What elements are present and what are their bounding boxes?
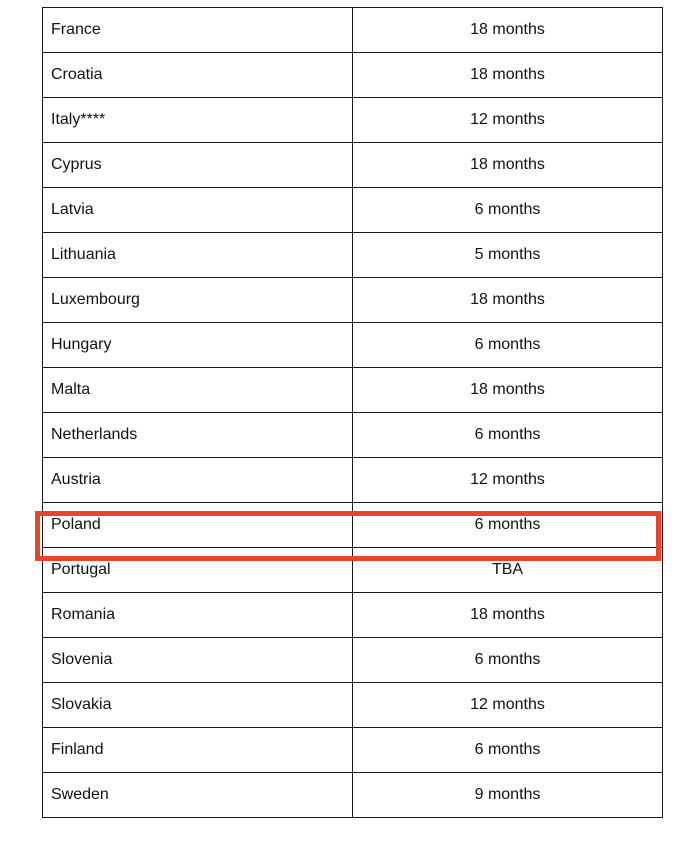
country-cell: Slovakia xyxy=(43,683,353,728)
period-cell: 12 months xyxy=(353,98,663,143)
period-cell: 18 months xyxy=(353,278,663,323)
country-cell: Italy**** xyxy=(43,98,353,143)
period-cell: 12 months xyxy=(353,683,663,728)
period-cell: 6 months xyxy=(353,728,663,773)
table-row xyxy=(43,728,663,773)
country-period-table-container xyxy=(42,7,662,818)
table-row xyxy=(43,323,663,368)
table-row xyxy=(43,53,663,98)
country-cell: Sweden xyxy=(43,773,353,818)
country-cell: Croatia xyxy=(43,53,353,98)
country-cell: Malta xyxy=(43,368,353,413)
table-row xyxy=(43,458,663,503)
table-row xyxy=(43,278,663,323)
period-cell: 5 months xyxy=(353,233,663,278)
period-cell: 6 months xyxy=(353,188,663,233)
period-cell: 12 months xyxy=(353,458,663,503)
period-cell: 18 months xyxy=(353,593,663,638)
country-cell: Poland xyxy=(43,503,353,548)
country-cell: Slovenia xyxy=(43,638,353,683)
country-cell: Latvia xyxy=(43,188,353,233)
country-cell: Netherlands xyxy=(43,413,353,458)
country-cell: Finland xyxy=(43,728,353,773)
period-cell: 6 months xyxy=(353,638,663,683)
period-cell: 9 months xyxy=(353,773,663,818)
period-cell: 6 months xyxy=(353,503,663,548)
table-row xyxy=(43,143,663,188)
country-cell: Cyprus xyxy=(43,143,353,188)
period-cell: 18 months xyxy=(353,143,663,188)
table-row xyxy=(43,773,663,818)
table-row xyxy=(43,233,663,278)
table-row xyxy=(43,413,663,458)
table-row xyxy=(43,188,663,233)
country-cell: Portugal xyxy=(43,548,353,593)
period-cell: 6 months xyxy=(353,413,663,458)
table-row xyxy=(43,638,663,683)
period-cell: 6 months xyxy=(353,323,663,368)
period-cell: 18 months xyxy=(353,53,663,98)
period-cell: TBA xyxy=(353,548,663,593)
table-row xyxy=(43,368,663,413)
country-cell: Hungary xyxy=(43,323,353,368)
table-row xyxy=(43,8,663,53)
table-row xyxy=(43,593,663,638)
table-row xyxy=(43,548,663,593)
period-cell: 18 months xyxy=(353,8,663,53)
country-cell: Romania xyxy=(43,593,353,638)
country-cell: Austria xyxy=(43,458,353,503)
table-row xyxy=(43,98,663,143)
country-cell: Lithuania xyxy=(43,233,353,278)
country-period-table xyxy=(42,7,663,818)
country-cell: Luxembourg xyxy=(43,278,353,323)
table-row-highlighted xyxy=(43,503,663,548)
country-cell: France xyxy=(43,8,353,53)
table-row xyxy=(43,683,663,728)
period-cell: 18 months xyxy=(353,368,663,413)
